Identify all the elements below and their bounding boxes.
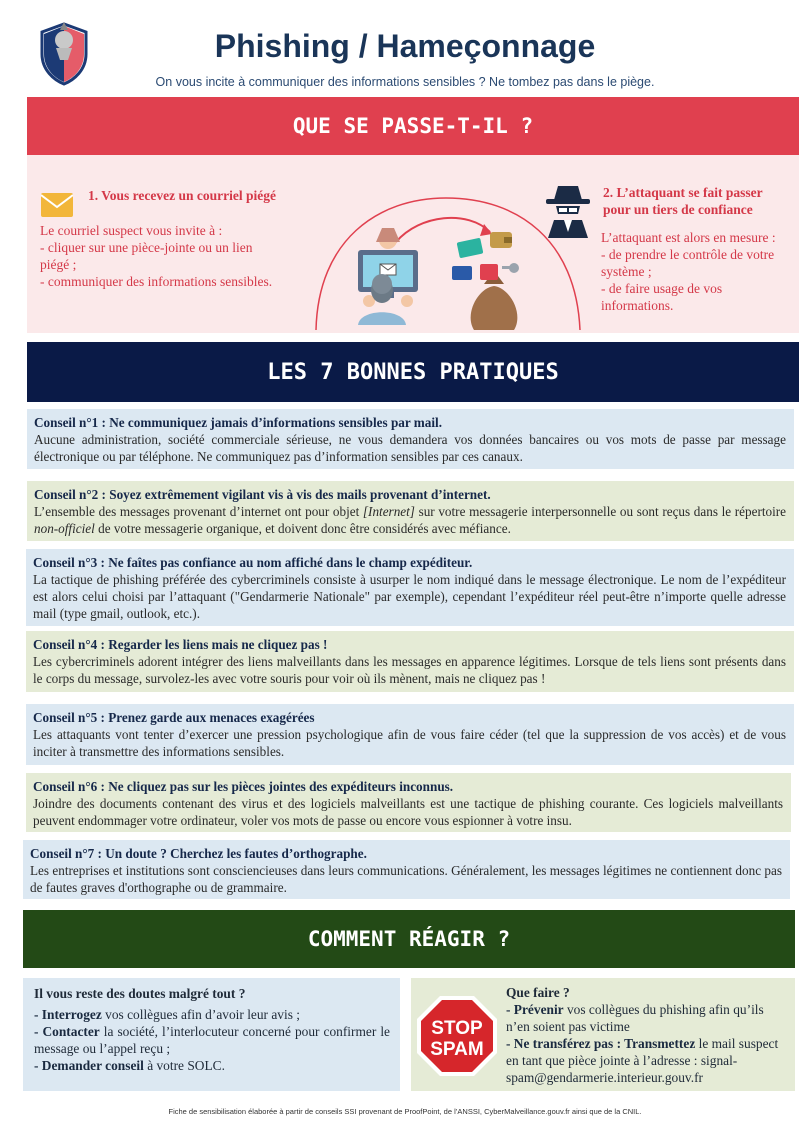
key-icon <box>502 263 519 273</box>
section-heading-best-practices: LES 7 BONNES PRATIQUES <box>27 342 799 402</box>
tip-2-title: Conseil n°2 : Soyez extrêmement vigilant vis à vis des mails provenant d’internet. <box>34 487 491 502</box>
money-bag-icon <box>471 276 518 330</box>
tip-7-title: Conseil n°7 : Un doute ? Cherchez les fautes d’orthographe. <box>30 846 367 861</box>
what-to-do-text <box>506 984 790 1086</box>
doubts-item-3: - Demander conseil à votre SOLC. <box>34 1058 225 1073</box>
step1-title: 1. Vous recevez un courriel piégé <box>88 188 276 203</box>
section-heading-how-to-react: COMMENT RÉAGIR ? <box>23 910 795 968</box>
page-subtitle: On vous incite à communiquer des informations sensibles ? Ne tombez pas dans le piège. <box>155 75 655 89</box>
step2-title: 2. L’attaquant se fait passer pour un tiers de confiance <box>603 185 763 217</box>
what-to-do-title: Que faire ? <box>506 985 570 1000</box>
envelope-icon <box>41 193 73 217</box>
step1-text: Le courriel suspect vous invite à : - cliquer sur une pièce-jointe ou un lien piégé ; - communiquer des informations sensibles. <box>40 223 273 289</box>
page-title: Phishing / Hameçonnage <box>214 28 596 64</box>
tip-6 <box>26 773 791 832</box>
tip-4-body: Les cybercriminels adorent intégrer des liens malveillants dans les messages en apparence légitimes. Lorsque de tels liens sont présents dans le corps du message, survolez-les avec votre souris pour voir où ils mènent, mais ne cliquez pas ! <box>33 654 786 686</box>
what-to-do-item-1: - Prévenir vos collègues du phishing afin qu’ils n’en soient pas victime <box>506 1002 764 1034</box>
doubts-item-1: - Interrogez vos collègues afin d’avoir leur avis ; <box>34 1007 300 1022</box>
tip-5 <box>26 704 794 765</box>
tip-5-body: Les attaquants vont tenter d’exercer une pression psychologique afin de vous faire céder (tel que la suppression de vos accès) et de vous inciter à transmettre des informations sensibles. <box>33 727 786 759</box>
what-to-do-item-2: - Ne transférez pas : Transmettez le mail suspect en tant que pièce jointe à l’adresse : signal-spam@gendarmerie.interieur.gouv.fr <box>506 1036 779 1085</box>
doubts-item-2: - Contacter la société, l’interlocuteur concerné pour confirmer le message ou l’appel reçu ; <box>34 1024 390 1056</box>
svg-text:STOP: STOP <box>431 1018 483 1039</box>
tip-4 <box>26 631 794 692</box>
tip-4-title: Conseil n°4 : Regarder les liens mais ne cliquez pas ! <box>33 637 328 652</box>
doubts-title: Il vous reste des doutes malgré tout ? <box>34 986 246 1001</box>
tip-3 <box>26 549 794 626</box>
tip-5-title: Conseil n°5 : Prenez garde aux menaces exagérées <box>33 710 315 725</box>
phishing-illustration <box>308 180 598 330</box>
doubts-box <box>23 978 400 1091</box>
passport-icon <box>452 264 498 280</box>
tip-6-title: Conseil n°6 : Ne cliquez pas sur les pièces jointes des expéditeurs inconnus. <box>33 779 454 794</box>
computer-user-icon <box>358 228 418 325</box>
tip-6-body: Joindre des documents contenant des virus et des logiciels malveillants est une tactique de phishing courante. Ces logiciels malveillants peuvent endommager votre ordinateur, voler vos mots de passe ou encore vous espionner à votre insu. <box>33 796 783 828</box>
tip-3-title: Conseil n°3 : Ne faîtes pas confiance au nom affiché dans le champ expéditeur. <box>33 555 473 570</box>
tip-7-body: Les entreprises et institutions sont consciencieuses dans leurs communications. Généralement, les messages légitimes ne contiennent donc pas de fautes graves d'orthographe ou de grammaire. <box>30 863 782 895</box>
tip-1 <box>27 409 794 469</box>
tip-2-body: L’ensemble des messages provenant d’internet ont pour objet [Internet] sur votre messagerie interpersonnelle ou sont reçus dans le répertoire non-officiel de votre messagerie organique, et doivent donc être considérés avec méfiance. <box>34 504 787 536</box>
tip-1-body: Aucune administration, société commerciale sérieuse, ne vous demandera vos données bancaires ou vos mots de passe par message électronique ou par téléphone. Ne communiquez pas d’information sensibles par ces canaux. <box>34 432 786 464</box>
credit-card-icon <box>457 238 484 259</box>
tip-3-body: La tactique de phishing préférée des cybercriminels consiste à usurper le nom indiqué dans le message électronique. Le nom de l’expéditeur est alors celui choisi par l’attaquant ("Gendarmerie Nationale" par exemple), cependant l’expéditeur réel peut-être n’importe quelle adresse mail (type gmail, outlook, etc.). <box>33 572 786 621</box>
what-to-do-box <box>411 978 795 1091</box>
stop-spam-icon <box>415 994 499 1078</box>
svg-text:SPAM: SPAM <box>430 1039 484 1060</box>
tip-2 <box>27 481 794 541</box>
tip-7 <box>23 840 790 899</box>
footer-note: Fiche de sensibilisation élaborée à partir de conseils SSI provenant de ProofPoint, de l’ANSSI, CyberMalveillance.gouv.fr ainsi que de la CNIL. <box>168 1107 642 1116</box>
tip-1-title: Conseil n°1 : Ne communiquez jamais d’informations sensibles par mail. <box>34 415 442 430</box>
wallet-icon <box>490 232 512 248</box>
section-heading-what-happens: QUE SE PASSE-T-IL ? <box>27 97 799 155</box>
step2-text: L’attaquant est alors en mesure : - de prendre le contrôle de votre système ; - de faire usage de vos informations. <box>601 230 776 313</box>
